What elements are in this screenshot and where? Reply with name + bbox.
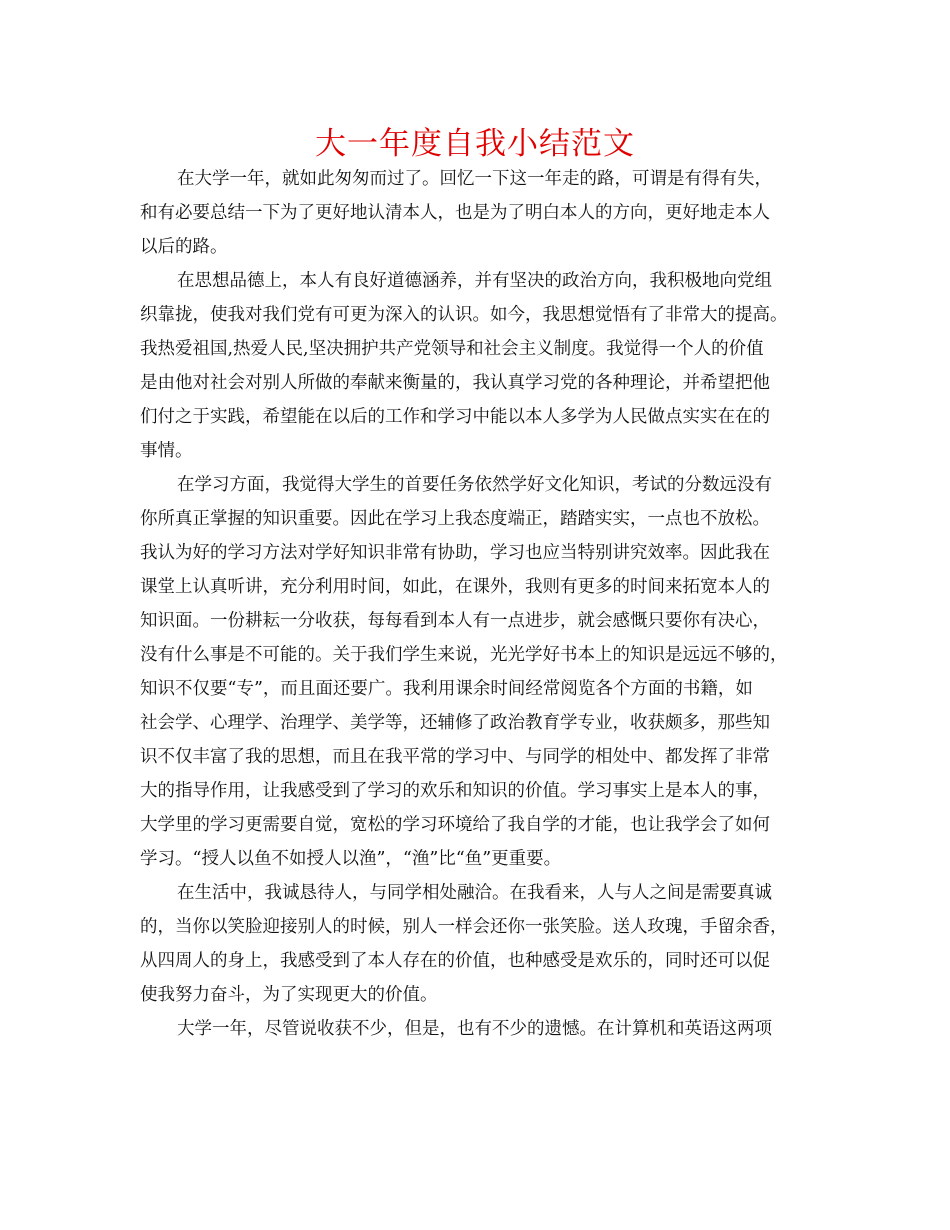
body-line: 大学一年，尽管说收获不少，但是，也有不少的遗憾。在计算机和英语这两项 xyxy=(177,1019,772,1039)
body-line: 你所真正掌握的知识重要。因此在学习上我态度端正，踏踏实实，一点也不放松。 xyxy=(140,509,770,529)
body-line: 学习。“授人以鱼不如授人以渔”，“渔”比“鱼”更重要。 xyxy=(140,849,562,869)
body-line: 我热爱祖国,热爱人民,坚决拥护共产党领导和社会主义制度。我觉得一个人的价值 xyxy=(140,339,764,359)
body-line: 使我努力奋斗，为了实现更大的价值。 xyxy=(140,985,438,1005)
body-line: 以后的路。 xyxy=(140,237,228,257)
body-line: 从四周人的身上，我感受到了本人存在的价值，也种感受是欢乐的，同时还可以促 xyxy=(140,951,770,971)
body-line: 的，当你以笑脸迎接别人的时候，别人一样会还你一张笑脸。送人玫瑰，手留余香， xyxy=(140,917,788,937)
body-line: 是由他对社会对别人所做的奉献来衡量的，我认真学习党的各种理论，并希望把他 xyxy=(140,373,770,393)
body-line: 织靠拢，使我对我们党有可更为深入的认识。如今，我思想觉悟有了非常大的提高。 xyxy=(140,305,788,325)
body-line: 在生活中，我诚恳待人，与同学相处融洽。在我看来，人与人之间是需要真诚 xyxy=(177,883,772,903)
body-line: 没有什么事是不可能的。关于我们学生来说，光光学好书本上的知识是远远不够的， xyxy=(140,645,788,665)
document-title: 大一年度自我小结范文 xyxy=(315,126,635,162)
body-line: 我认为好的学习方法对学好知识非常有协助，学习也应当特别讲究效率。因此我在 xyxy=(140,543,770,563)
body-line: 识不仅丰富了我的思想，而且在我平常的学习中、与同学的相处中、都发挥了非常 xyxy=(140,747,770,767)
body-line: 大的指导作用，让我感受到了学习的欢乐和知识的价值。学习事实上是本人的事， xyxy=(140,781,770,801)
document-body xyxy=(140,162,812,1046)
body-line: 课堂上认真听讲，充分利用时间，如此，在课外，我则有更多的时间来拓宽本人的 xyxy=(140,577,770,597)
body-line: 们付之于实践，希望能在以后的工作和学习中能以本人多学为人民做点实实在在的 xyxy=(140,407,770,427)
body-line: 在学习方面，我觉得大学生的首要任务依然学好文化知识，考试的分数远没有 xyxy=(177,475,772,495)
body-line: 和有必要总结一下为了更好地认清本人，也是为了明白本人的方向，更好地走本人 xyxy=(140,203,770,223)
body-line: 大学里的学习更需要自觉，宽松的学习环境给了我自学的才能，也让我学会了如何 xyxy=(140,815,770,835)
body-line: 在思想品德上，本人有良好道德涵养，并有坚决的政治方向，我积极地向党组 xyxy=(177,271,772,291)
body-line: 知识不仅要“专”，而且面还要广。我利用课余时间经常阅览各个方面的书籍，如 xyxy=(140,679,753,699)
body-line: 社会学、心理学、治理学、美学等，还辅修了政治教育学专业，收获颇多，那些知 xyxy=(140,713,770,733)
body-line: 在大学一年，就如此匆匆而过了。回忆一下这一年走的路，可谓是有得有失， xyxy=(177,169,772,189)
body-line: 事情。 xyxy=(140,441,193,461)
body-line: 知识面。一份耕耘一分收获，每每看到本人有一点进步，就会感慨只要你有决心， xyxy=(140,611,770,631)
